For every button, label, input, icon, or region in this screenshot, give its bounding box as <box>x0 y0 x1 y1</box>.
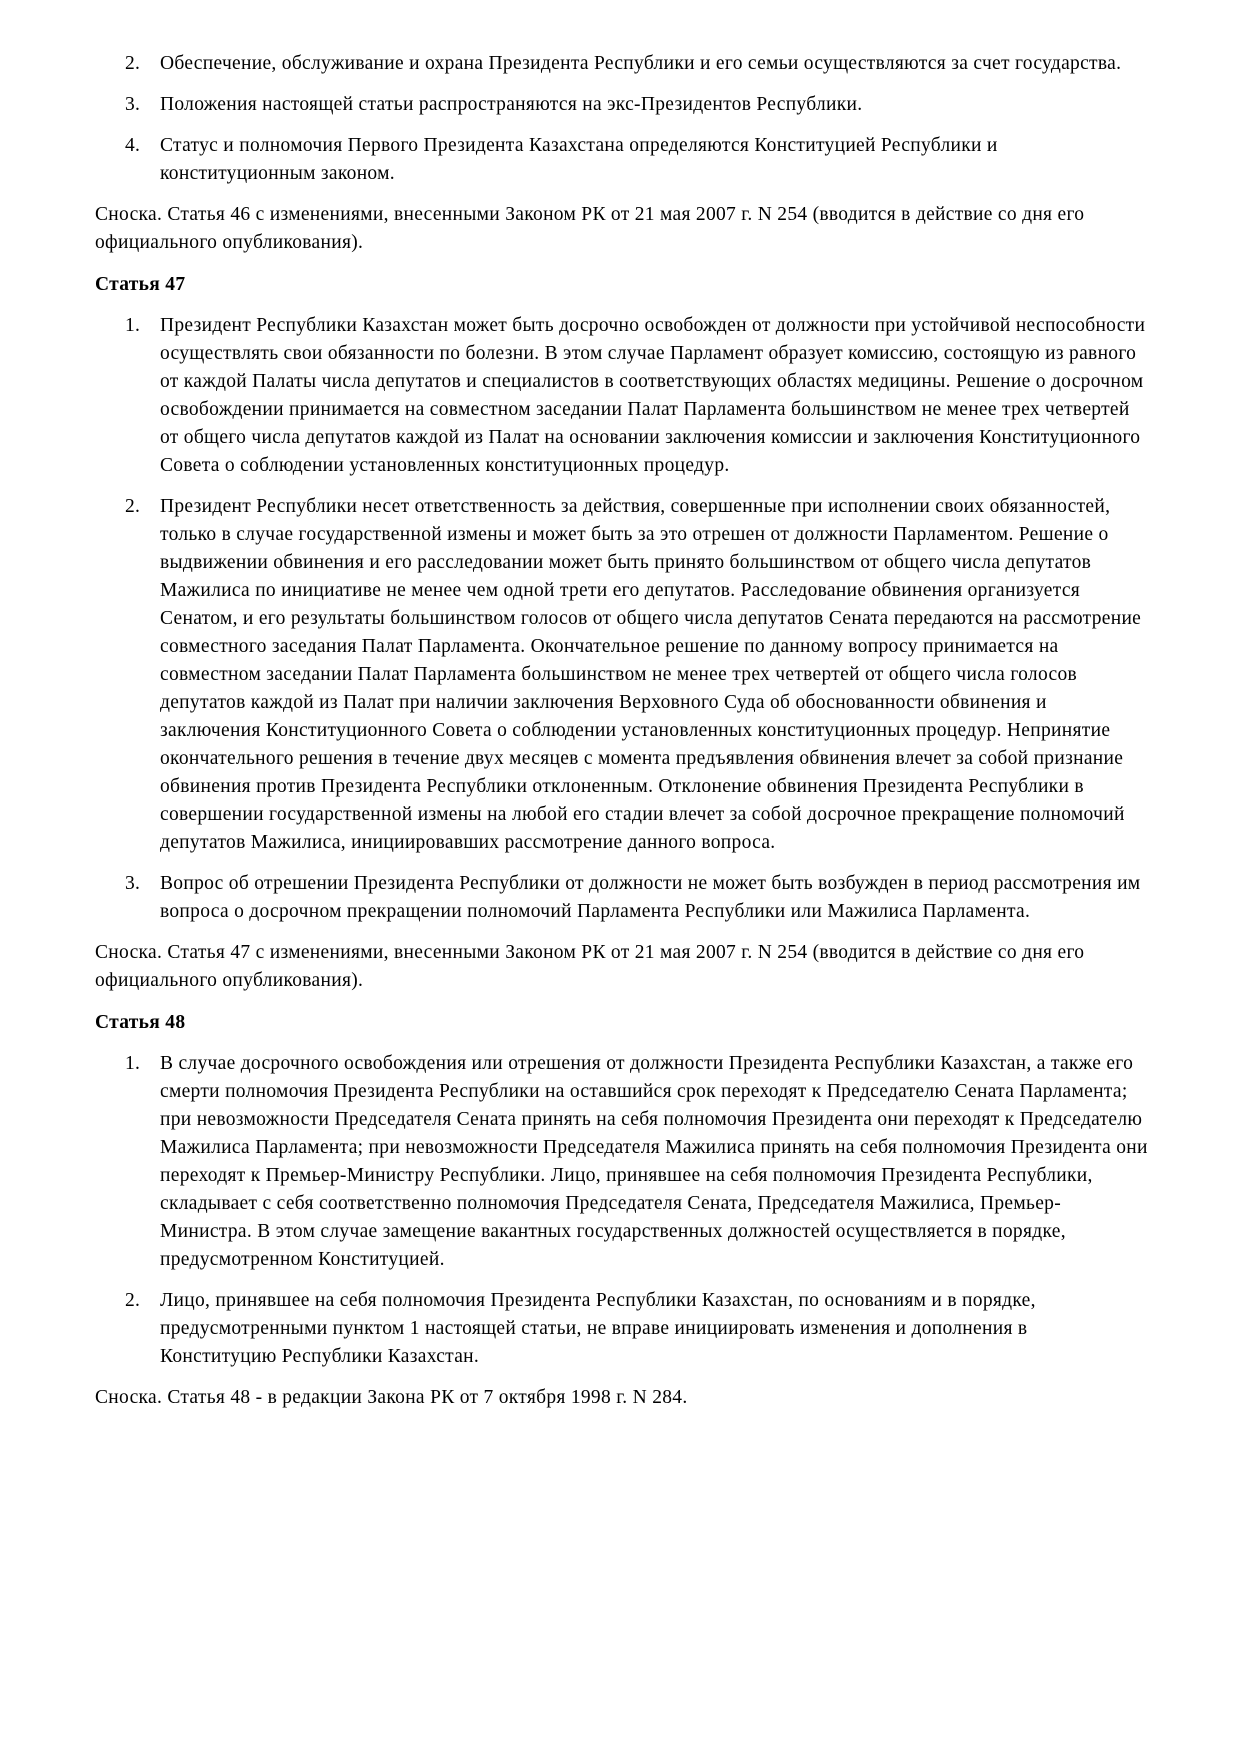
list-item-text: Лицо, принявшее на себя полномочия Президента Республики Казахстан, по основаниям и в порядке, предусмотренными пунктом 1 настоящей статьи, не вправе инициировать изменения и дополнения в Конституцию Республики Казахстан. <box>160 1290 1036 1367</box>
footnote-article-46: Сноска. Статья 46 с изменениями, внесенными Законом РК от 21 мая 2007 г. N 254 (вводится в действие со дня его официального опубликования). <box>95 204 1085 253</box>
list-item-number: 2. <box>125 496 141 517</box>
article-46-section <box>95 50 1148 257</box>
list-item-number: 3. <box>125 873 141 894</box>
list-item-number: 2. <box>125 1290 141 1311</box>
list-item-number: 2. <box>125 53 141 74</box>
list-item-number: 1. <box>125 315 141 336</box>
list-item-number: 4. <box>125 135 141 156</box>
article-47-list <box>95 312 1148 926</box>
list-item <box>95 50 1148 78</box>
list-item <box>95 312 1148 480</box>
list-item-number: 3. <box>125 94 141 115</box>
article-46-list <box>95 50 1148 188</box>
list-item <box>95 132 1148 188</box>
list-item-text: Вопрос об отрешении Президента Республики от должности не может быть возбужден в период рассмотрения им вопроса о досрочном прекращении полномочий Парламента Республики или Мажилиса Парламента. <box>160 873 1141 922</box>
list-item <box>95 493 1148 857</box>
footnote-article-48: Сноска. Статья 48 - в редакции Закона РК от 7 октября 1998 г. N 284. <box>95 1387 688 1408</box>
list-item-number: 1. <box>125 1053 141 1074</box>
list-item <box>95 91 1148 119</box>
list-item-text: Положения настоящей статьи распространяются на экс-Президентов Республики. <box>160 94 863 115</box>
article-48-list <box>95 1050 1148 1371</box>
list-item-text: Президент Республики Казахстан может быть досрочно освобожден от должности при устойчивой неспособности осуществлять свои обязанности по болезни. В этом случае Парламент образует комиссию, состоящую из равного от каждой Палаты числа депутатов и специалистов в соответствующих областях медицины. Решение о досрочном освобождении принимается на совместном заседании Палат Парламента большинством не менее трех четвертей от общего числа депутатов каждой из Палат на основании заключения комиссии и заключения Конституционного Совета о соблюдении установленных конституционных процедур. <box>160 315 1146 476</box>
list-item-text: Обеспечение, обслуживание и охрана Президента Республики и его семьи осуществляются за счет государства. <box>160 53 1122 74</box>
article-heading: Статья 47 <box>95 274 186 295</box>
list-item <box>95 1050 1148 1274</box>
footnote-article-47: Сноска. Статья 47 с изменениями, внесенными Законом РК от 21 мая 2007 г. N 254 (вводится в действие со дня его официального опубликования). <box>95 942 1085 991</box>
list-item <box>95 870 1148 926</box>
article-47-section <box>95 271 1148 995</box>
list-item-text: Президент Республики несет ответственность за действия, совершенные при исполнении своих обязанностей, только в случае государственной измены и может быть за это отрешен от должности Парламентом. Решение о выдвижении обвинения и его расследовании может быть принято большинством от общего числа депутатов Мажилиса по инициативе не менее чем одной трети его депутатов. Расследование обвинения организуется Сенатом, и его результаты большинством голосов от общего числа депутатов Сената передаются на рассмотрение совместного заседания Палат Парламента. Окончательное решение по данному вопросу принимается на совместном заседании Палат Парламента большинством не менее трех четвертей от общего числа голосов депутатов каждой из Палат при наличии заключения Верховного Суда об обоснованности обвинения и заключения Конституционного Совета о соблюдении установленных конституционных процедур. Непринятие окончательного решения в течение двух месяцев с момента предъявления обвинения влечет за собой признание обвинения против Президента Республики отклоненным. Отклонение обвинения Президента Республики в совершении государственной измены на любой его стадии влечет за собой досрочное прекращение полномочий депутатов Мажилиса, инициировавших рассмотрение данного вопроса. <box>160 496 1142 853</box>
article-heading: Статья 48 <box>95 1012 186 1033</box>
list-item <box>95 1287 1148 1371</box>
list-item-text: Статус и полномочия Первого Президента Казахстана определяются Конституцией Республики и конституционным законом. <box>160 135 998 184</box>
list-item-text: В случае досрочного освобождения или отрешения от должности Президента Республики Казахстан, а также его смерти полномочия Президента Республики на оставшийся срок переходят к Председателю Сената Парламента; при невозможности Председателя Сената принять на себя полномочия Президента они переходят к Председателю Мажилиса Парламента; при невозможности Председателя Мажилиса принять на себя полномочия Президента они переходят к Премьер-Министру Республики. Лицо, принявшее на себя полномочия Президента Республики, складывает с себя соответственно полномочия Председателя Сената, Председателя Мажилиса, Премьер-Министра. В этом случае замещение вакантных государственных должностей осуществляется в порядке, предусмотренном Конституцией. <box>160 1053 1148 1270</box>
article-48-section <box>95 1009 1148 1412</box>
